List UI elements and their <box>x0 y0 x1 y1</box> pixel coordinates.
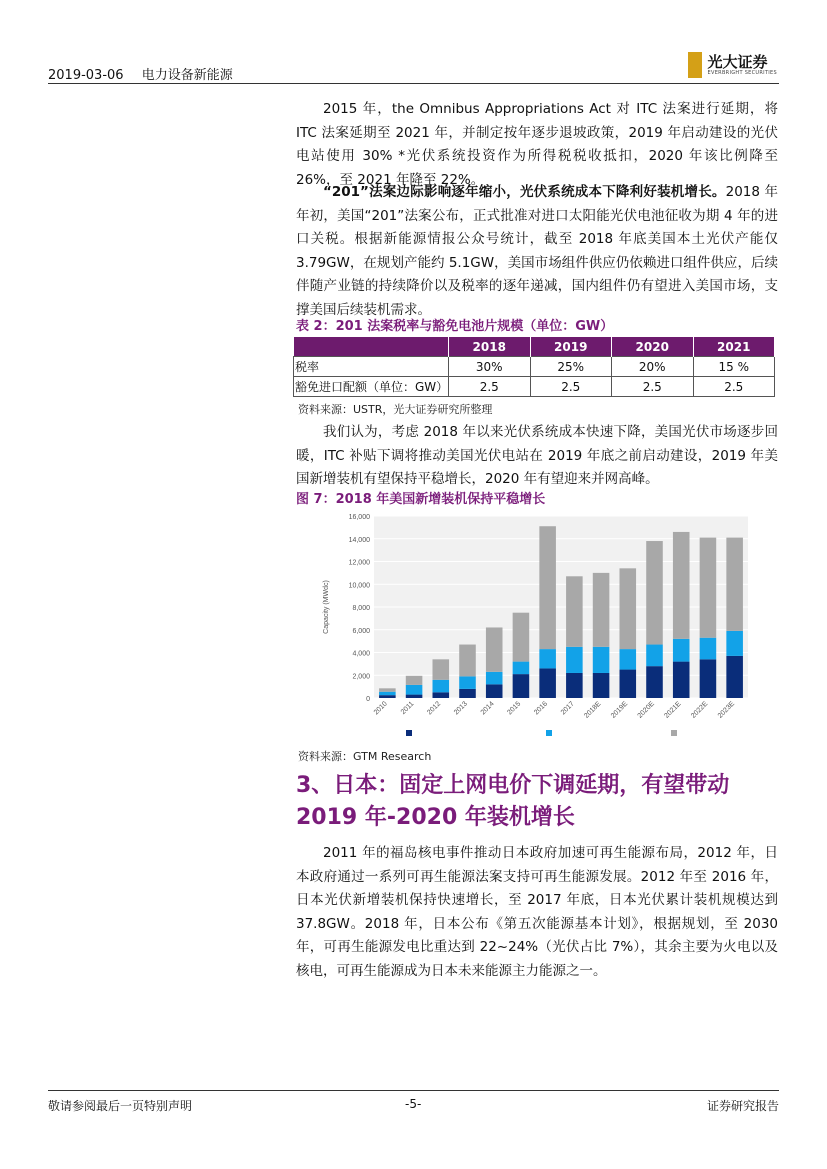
table-row <box>294 377 775 397</box>
table-caption: 表 2：201 法案税率与豁免电池片规模（单位：GW） <box>296 319 614 334</box>
x-tick-label: 2015 <box>506 700 523 717</box>
x-tick-label: 2014 <box>479 700 496 717</box>
bar-segment <box>673 532 690 639</box>
y-tick-label: 0 <box>366 696 370 703</box>
bar-segment <box>513 662 530 675</box>
table-row <box>294 357 775 377</box>
x-tick-label: 2010 <box>372 700 389 717</box>
header-sector: 电力设备新能源 <box>141 68 233 83</box>
bar-segment <box>433 692 450 698</box>
bar-segment <box>593 673 610 698</box>
y-tick-label: 10,000 <box>348 582 370 590</box>
bar-segment <box>673 662 690 698</box>
table-header-cell: 2021 <box>693 337 775 357</box>
logo-name: 光大证券 <box>707 52 768 71</box>
y-tick-label: 6,000 <box>352 627 370 635</box>
table-cell: 2.5 <box>693 377 775 397</box>
bar-segment <box>459 689 476 698</box>
bar-segment <box>486 672 503 685</box>
table-cell: 2.5 <box>449 377 531 397</box>
footer-disclaimer: 敬请参阅最后一页特别声明 <box>48 1099 193 1113</box>
x-tick-label: 2017 <box>559 700 576 717</box>
x-tick-label: 2013 <box>452 700 469 717</box>
bar-segment <box>513 613 530 662</box>
bar-segment <box>406 685 423 695</box>
logo-mark-icon <box>688 52 702 78</box>
table-header-cell: 2019 <box>530 337 612 357</box>
bar-segment <box>566 673 583 698</box>
bar-segment <box>646 645 663 667</box>
paragraph-japan: 2011 年的福岛核电事件推动日本政府加速可再生能源布局，2012 年，日本政府通过一系列可再生能源法案支持可再生能源发展。2012 年至 2016 年，日本光伏新增装机保持快速增长，至 2017 年底，日本光伏累计装机规模达到 37.8GW。2018 年，日本公布《第五次能源基本计划》，根据规划，至 2030 年，可再生能源发电比重达到 22~24%（光伏占比 7%），其余主要为火电以及核电，可再生能源成为日本未来能源主力能源之一。 <box>296 845 778 979</box>
table-cell: 税率 <box>294 357 449 377</box>
bar-segment <box>433 680 450 693</box>
x-tick-label: 2022E <box>690 700 710 720</box>
table-cell: 25% <box>530 357 612 377</box>
table-cell: 15 % <box>693 357 775 377</box>
bar-segment <box>673 639 690 662</box>
legend-swatch <box>406 730 412 736</box>
y-tick-label: 2,000 <box>352 673 370 681</box>
table-cell: 2.5 <box>612 377 694 397</box>
bar-segment <box>726 631 743 656</box>
footer-report-type: 证券研究报告 <box>706 1099 779 1113</box>
paragraph-201-lead: “201”法案边际影响逐年缩小，光伏系统成本下降利好装机增长。 <box>323 184 726 200</box>
bar-segment <box>486 627 503 671</box>
x-tick-label: 2023E <box>716 700 737 720</box>
y-tick-label: 14,000 <box>348 536 370 544</box>
bar-segment <box>539 649 556 668</box>
table-source: 资料来源：USTR，光大证券研究所整理 <box>298 403 493 416</box>
bar-segment <box>459 676 476 689</box>
figure-caption: 图 7：2018 年美国新增装机保持平稳增长 <box>296 492 546 507</box>
bar-segment <box>406 695 423 698</box>
x-tick-label: 2018E <box>583 700 603 720</box>
legend-swatch <box>546 730 552 736</box>
tariff-table <box>293 337 775 397</box>
table-cell: 30% <box>449 357 531 377</box>
figure-source: 资料来源：GTM Research <box>298 750 432 763</box>
bar-segment <box>433 659 450 679</box>
bar-segment <box>379 692 396 695</box>
footer-divider <box>48 1090 779 1091</box>
bar-segment <box>566 576 583 647</box>
table-header-cell: 2018 <box>449 337 531 357</box>
paragraph-201 <box>296 181 778 322</box>
bar-segment <box>620 670 637 698</box>
header-divider <box>48 83 779 84</box>
page-header <box>48 64 247 83</box>
bar-segment <box>513 674 530 698</box>
x-tick-label: 2011 <box>399 700 416 717</box>
table-cell: 2.5 <box>530 377 612 397</box>
table-header-cell: 2020 <box>612 337 694 357</box>
footer-page-number: -5- <box>405 1097 422 1111</box>
bar-segment <box>593 573 610 647</box>
bar-segment <box>486 684 503 698</box>
bar-segment <box>700 659 717 698</box>
company-logo <box>688 52 777 78</box>
x-tick-label: 2016 <box>533 700 550 717</box>
y-tick-label: 12,000 <box>348 559 370 567</box>
table-cell: 豁免进口配额（单位：GW） <box>294 377 449 397</box>
y-tick-label: 8,000 <box>352 605 370 612</box>
y-tick-label: 16,000 <box>348 514 370 521</box>
table-header-row <box>294 337 775 357</box>
bar-segment <box>646 666 663 698</box>
bar-segment <box>406 676 423 685</box>
paragraph-outlook: 我们认为，考虑 2018 年以来光伏系统成本快速下降，美国光伏市场逐步回暖，ITC 补贴下调将推动美国光伏电站在 2019 年底之前启动建设，2019 年美国新增装机有望保持平稳增长，2020 年有望迎来并网高峰。 <box>296 424 778 487</box>
bar-segment <box>726 656 743 698</box>
x-tick-label: 2020E <box>636 700 656 720</box>
table-cell: 20% <box>612 357 694 377</box>
bar-segment <box>593 647 610 673</box>
paragraph-201-body: 2018 年年初，美国“201”法案公布，正式批准对进口太阳能光伏电池征收为期 4 年的进口关税。根据新能源情报公众号统计，截至 2018 年底美国本土光伏产能仅 3.79GW，在规划产能约 5.1GW，美国市场组件供应仍依赖进口组件供应，后续伴随产业链的持续降价以及税率的逐年递减，国内组件仍有望进入美国市场，支撑美国后续装机需求。 <box>296 184 778 318</box>
section-heading: 3、日本：固定上网电价下调延期，有望带动 2019 年-2020 年装机增长 <box>296 773 730 830</box>
x-tick-label: 2019E <box>609 700 630 720</box>
x-tick-label: 2021E <box>663 700 683 720</box>
y-axis-label: Capacity (MWdc) <box>323 580 330 634</box>
y-tick-label: 4,000 <box>352 650 370 658</box>
legend-swatch <box>671 730 677 736</box>
table-header-cell <box>294 337 449 357</box>
x-tick-label: 2012 <box>426 700 443 717</box>
bar-segment <box>459 645 476 677</box>
bar-segment <box>646 541 663 645</box>
bar-segment <box>539 526 556 649</box>
bar-segment <box>539 668 556 698</box>
bar-segment <box>620 649 637 669</box>
bar-segment <box>379 695 396 698</box>
paragraph-itc: 2015 年，the Omnibus Appropriations Act 对 ITC 法案进行延期，将 ITC 法案延期至 2021 年，并制定按年逐步退坡政策，2019 年启动建设的光伏电站使用 30% *光伏系统投资作为所得税税收抵扣，2020 年该比例降至 26%，至 2021 年降至 22%。 <box>296 101 778 188</box>
bar-segment <box>620 568 637 649</box>
bar-segment <box>726 538 743 631</box>
bar-segment <box>566 647 583 673</box>
header-date: 2019-03-06 <box>48 68 124 83</box>
bar-segment <box>700 638 717 660</box>
bar-segment <box>379 688 396 691</box>
logo-english: EVERBRIGHT SECURITIES <box>707 69 777 76</box>
us-installations-chart <box>296 510 778 742</box>
bar-segment <box>700 538 717 638</box>
